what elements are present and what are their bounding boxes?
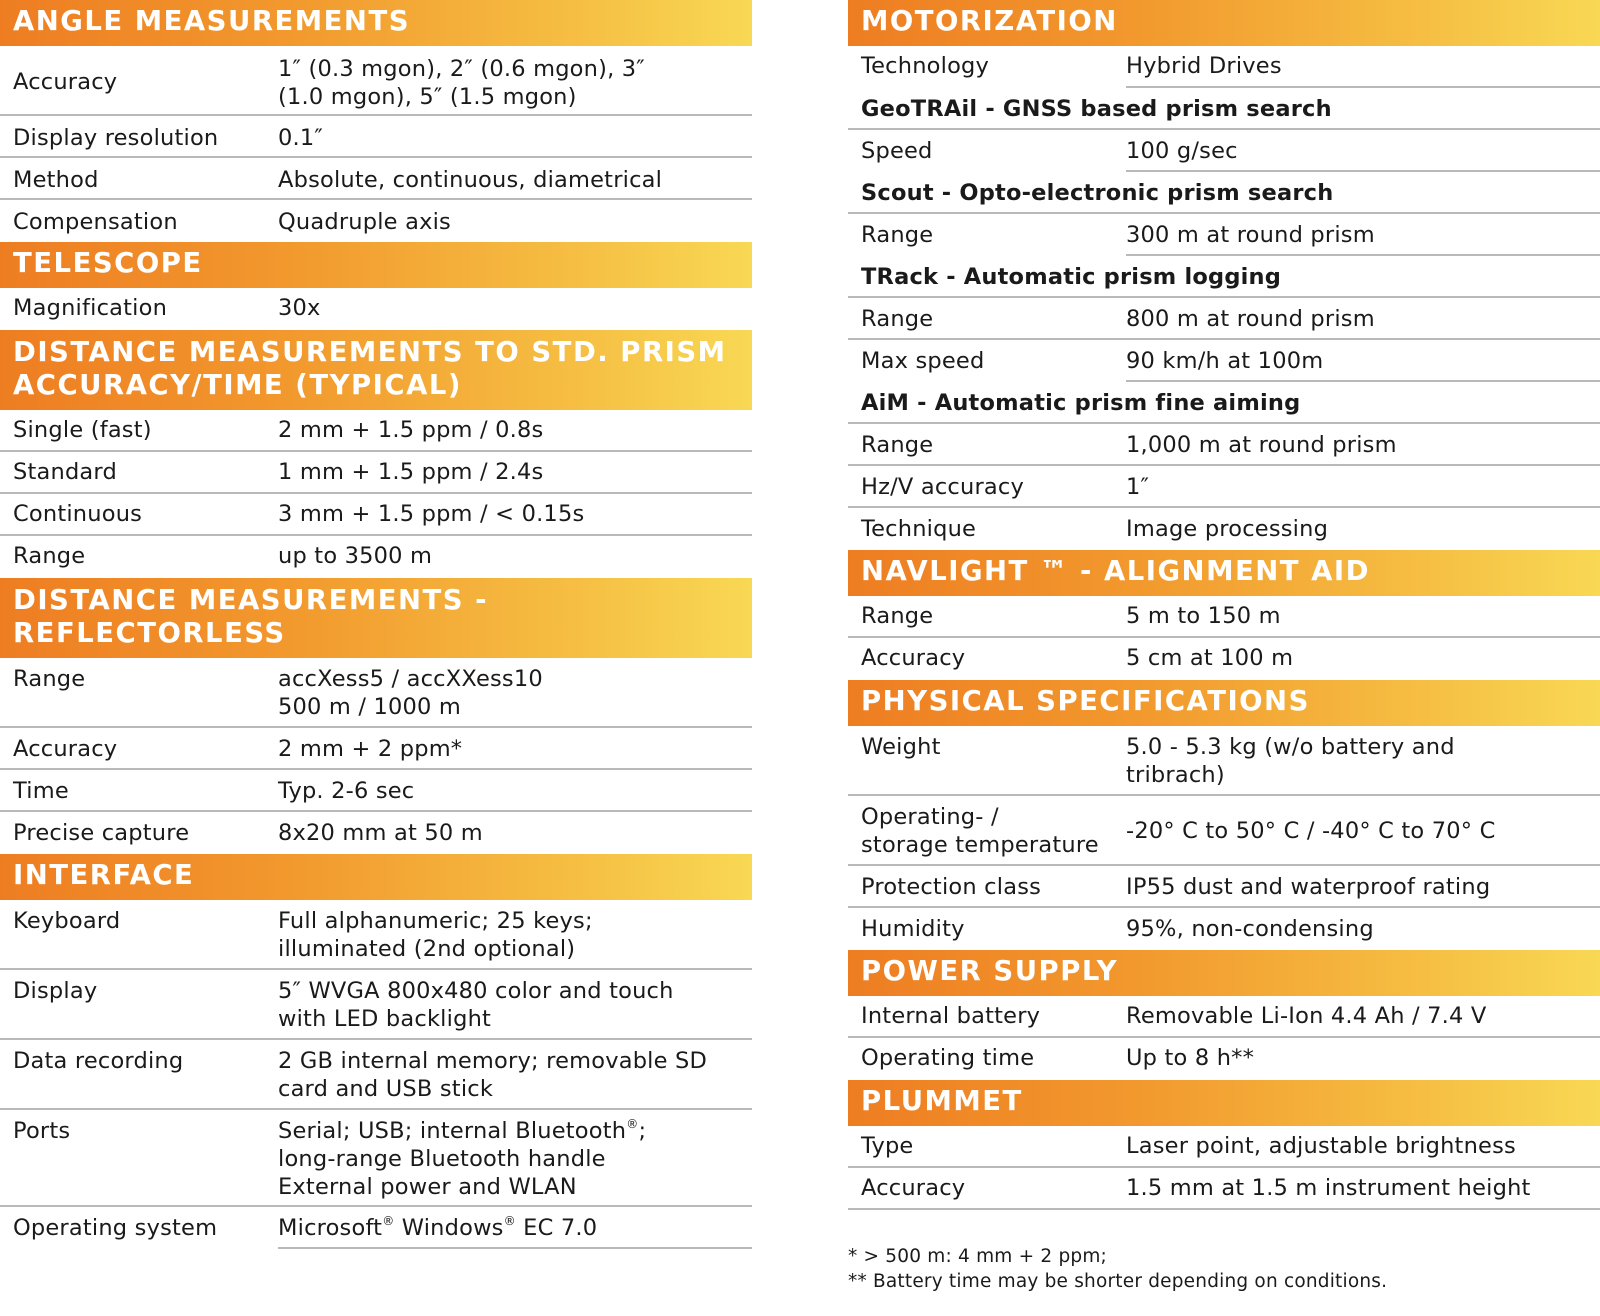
spec-row-range bbox=[0, 536, 752, 578]
spec-row-hzv-accuracy bbox=[848, 466, 1600, 508]
spec-row-ports bbox=[0, 1110, 752, 1207]
geotrail-subheader: GeoTRAil - GNSS based prism search bbox=[848, 88, 1600, 130]
spec-row-track-range bbox=[848, 298, 1600, 340]
spec-value-line: External power and WLAN bbox=[278, 1174, 577, 1200]
spec-label: Standard bbox=[13, 459, 117, 485]
scout-subheader: Scout - Opto-electronic prism search bbox=[848, 172, 1600, 214]
spec-label: Internal battery bbox=[861, 1003, 1041, 1029]
spec-row-magnification bbox=[0, 288, 752, 330]
spec-label: Accuracy bbox=[13, 736, 118, 762]
spec-label: Max speed bbox=[861, 348, 985, 374]
physical-specifications-header: PHYSICAL SPECIFICATIONS bbox=[848, 680, 1600, 726]
spec-value-line: long-range Bluetooth handle bbox=[278, 1146, 606, 1172]
spec-value: 800 m at round prism bbox=[1126, 306, 1375, 332]
footnotes bbox=[848, 1244, 1387, 1294]
spec-value-line: 5.0 - 5.3 kg (w/o battery and bbox=[1126, 734, 1455, 760]
spec-label bbox=[848, 803, 1126, 864]
spec-value: 8x20 mm at 50 m bbox=[278, 820, 483, 846]
spec-label: Technology bbox=[861, 53, 990, 79]
distance-prism-header bbox=[0, 330, 752, 410]
spec-row-method bbox=[0, 158, 752, 200]
spec-value: -20° C to 50° C / -40° C to 70° C bbox=[1126, 818, 1496, 844]
spec-row-display-resolution bbox=[0, 116, 752, 158]
footnote-battery: ** Battery time may be shorter depending on conditions. bbox=[848, 1271, 1388, 1292]
spec-row-speed bbox=[848, 130, 1600, 172]
spec-value: Typ. 2-6 sec bbox=[278, 778, 415, 804]
spec-value: Laser point, adjustable brightness bbox=[1126, 1133, 1516, 1159]
registered-mark: ® bbox=[626, 1117, 639, 1131]
footnote-reflectorless: * > 500 m: 4 mm + 2 ppm; bbox=[848, 1246, 1107, 1267]
track-subheader: TRack - Automatic prism logging bbox=[848, 256, 1600, 298]
spec-value: Removable Li-Ion 4.4 Ah / 7.4 V bbox=[1126, 1003, 1487, 1029]
interface-header: INTERFACE bbox=[0, 854, 752, 900]
spec-row-continuous bbox=[0, 494, 752, 536]
spec-value-line: illuminated (2nd optional) bbox=[278, 936, 576, 962]
spec-label: Speed bbox=[861, 138, 933, 164]
spec-label: Range bbox=[861, 603, 934, 629]
spec-value: 5 m to 150 m bbox=[1126, 603, 1281, 629]
spec-value: Up to 8 h** bbox=[1126, 1045, 1255, 1071]
spec-label: Accuracy bbox=[861, 1175, 966, 1201]
spec-label: Accuracy bbox=[861, 645, 966, 671]
spec-value: Quadruple axis bbox=[278, 209, 451, 235]
spec-row-technology bbox=[848, 46, 1600, 88]
spec-value-line: Serial; USB; internal Bluetooth®; bbox=[278, 1117, 647, 1144]
spec-label: Operating system bbox=[13, 1215, 218, 1241]
spec-label: Compensation bbox=[13, 209, 178, 235]
spec-label: Single (fast) bbox=[13, 417, 152, 443]
spec-label: Time bbox=[13, 778, 69, 804]
spec-label: Continuous bbox=[13, 501, 143, 527]
spec-value bbox=[278, 977, 752, 1038]
left-spec-column bbox=[0, 0, 752, 1249]
spec-value bbox=[278, 1047, 752, 1108]
right-spec-column bbox=[848, 0, 1600, 1210]
header-line: ACCURACY/TIME (TYPICAL) bbox=[13, 369, 462, 401]
spec-label: Range bbox=[13, 666, 86, 692]
spec-label: Hz/V accuracy bbox=[861, 474, 1024, 500]
spec-value-line: card and USB stick bbox=[278, 1076, 494, 1102]
angle-measurements-header: ANGLE MEASUREMENTS bbox=[0, 0, 752, 46]
spec-value: IP55 dust and waterproof rating bbox=[1126, 874, 1491, 900]
spec-value: 1 mm + 1.5 ppm / 2.4s bbox=[278, 459, 544, 485]
spec-row-humidity bbox=[848, 908, 1600, 950]
spec-value: 3 mm + 1.5 ppm / < 0.15s bbox=[278, 501, 585, 527]
spec-row-time bbox=[0, 770, 752, 812]
spec-value: 95%, non-condensing bbox=[1126, 916, 1374, 942]
spec-value-line: with LED backlight bbox=[278, 1006, 492, 1032]
spec-row-internal-battery bbox=[848, 996, 1600, 1038]
spec-row-single-fast bbox=[0, 410, 752, 452]
spec-label: Precise capture bbox=[13, 820, 190, 846]
aim-subheader: AiM - Automatic prism fine aiming bbox=[848, 382, 1600, 424]
spec-label: Keyboard bbox=[13, 908, 121, 934]
power-supply-header: POWER SUPPLY bbox=[848, 950, 1600, 996]
spec-value: 100 g/sec bbox=[1126, 138, 1238, 164]
spec-row-operating-time bbox=[848, 1038, 1600, 1080]
spec-value: Absolute, continuous, diametrical bbox=[278, 167, 663, 193]
spec-label: Range bbox=[861, 222, 934, 248]
spec-row-compensation bbox=[0, 200, 752, 242]
spec-row-weight bbox=[848, 726, 1600, 796]
spec-row-display bbox=[0, 970, 752, 1040]
spec-label: Weight bbox=[861, 734, 941, 760]
spec-row-keyboard bbox=[0, 900, 752, 970]
spec-row-operating-system bbox=[0, 1207, 752, 1249]
spec-value-line: 5″ WVGA 800x480 color and touch bbox=[278, 978, 674, 1004]
spec-value: 1,000 m at round prism bbox=[1126, 432, 1397, 458]
spec-row-accuracy bbox=[0, 46, 752, 116]
spec-value: up to 3500 m bbox=[278, 543, 433, 569]
spec-label: Display bbox=[13, 978, 98, 1004]
spec-row-temperature bbox=[848, 796, 1600, 866]
spec-value-line: tribrach) bbox=[1126, 762, 1225, 788]
spec-label: Ports bbox=[13, 1118, 71, 1144]
spec-label: Display resolution bbox=[13, 125, 219, 151]
spec-value: Microsoft® Windows® EC 7.0 bbox=[278, 1214, 598, 1241]
spec-value-line: Full alphanumeric; 25 keys; bbox=[278, 908, 593, 934]
spec-value: 90 km/h at 100m bbox=[1126, 348, 1324, 374]
spec-label: Accuracy bbox=[13, 69, 118, 95]
motorization-header: MOTORIZATION bbox=[848, 0, 1600, 46]
spec-label: Humidity bbox=[861, 916, 965, 942]
spec-value: 2 mm + 2 ppm* bbox=[278, 736, 463, 762]
spec-value bbox=[278, 665, 752, 726]
spec-value: 300 m at round prism bbox=[1126, 222, 1375, 248]
spec-value: 1″ bbox=[1126, 474, 1150, 500]
spec-label-line: Operating- / bbox=[861, 804, 999, 830]
spec-value: 30x bbox=[278, 295, 321, 321]
spec-row-scout-range bbox=[848, 214, 1600, 256]
spec-value-line: (1.0 mgon), 5″ (1.5 mgon) bbox=[278, 84, 577, 110]
spec-value-line: 1″ (0.3 mgon), 2″ (0.6 mgon), 3″ bbox=[278, 56, 645, 82]
spec-value bbox=[278, 55, 752, 114]
spec-row-navlight-accuracy bbox=[848, 638, 1600, 680]
spec-row-plummet-accuracy bbox=[848, 1168, 1600, 1210]
spec-label: Operating time bbox=[861, 1045, 1035, 1071]
registered-mark: ® bbox=[382, 1214, 395, 1228]
telescope-header: TELESCOPE bbox=[0, 242, 752, 288]
spec-row-data-recording bbox=[0, 1040, 752, 1110]
header-line: DISTANCE MEASUREMENTS TO STD. PRISM bbox=[13, 336, 727, 368]
spec-label-line: storage temperature bbox=[861, 832, 1099, 858]
spec-label: Data recording bbox=[13, 1048, 184, 1074]
spec-row-technique bbox=[848, 508, 1600, 550]
spec-value bbox=[278, 907, 752, 968]
spec-label: Range bbox=[13, 543, 86, 569]
spec-value bbox=[1126, 733, 1600, 794]
spec-row-precise-capture bbox=[0, 812, 752, 854]
plummet-header: PLUMMET bbox=[848, 1080, 1600, 1126]
spec-value: Hybrid Drives bbox=[1126, 53, 1282, 79]
spec-value-line: 2 GB internal memory; removable SD bbox=[278, 1048, 708, 1074]
spec-value: Image processing bbox=[1126, 516, 1329, 542]
registered-mark: ® bbox=[503, 1214, 516, 1228]
spec-label: Range bbox=[861, 432, 934, 458]
header-line: DISTANCE MEASUREMENTS - bbox=[13, 584, 489, 616]
spec-label: Protection class bbox=[861, 874, 1042, 900]
spec-label: Method bbox=[13, 167, 99, 193]
spec-label: Range bbox=[861, 306, 934, 332]
spec-row-plummet-type bbox=[848, 1126, 1600, 1168]
spec-row-protection-class bbox=[848, 866, 1600, 908]
header-line: REFLECTORLESS bbox=[13, 617, 286, 649]
spec-value-line: accXess5 / accXXess10 bbox=[278, 666, 543, 692]
spec-value: 2 mm + 1.5 ppm / 0.8s bbox=[278, 417, 544, 443]
spec-value: 5 cm at 100 m bbox=[1126, 645, 1294, 671]
spec-row-standard bbox=[0, 452, 752, 494]
spec-row-reflectorless-range bbox=[0, 658, 752, 728]
spec-label: Type bbox=[861, 1133, 914, 1159]
spec-value-line: 500 m / 1000 m bbox=[278, 694, 462, 720]
spec-label: Technique bbox=[861, 516, 977, 542]
spec-row-navlight-range bbox=[848, 596, 1600, 638]
spec-row-reflectorless-accuracy bbox=[0, 728, 752, 770]
spec-row-max-speed bbox=[848, 340, 1600, 382]
distance-reflectorless-header bbox=[0, 578, 752, 658]
spec-value: 0.1″ bbox=[278, 125, 323, 151]
spec-value bbox=[278, 1117, 752, 1205]
spec-row-aim-range bbox=[848, 424, 1600, 466]
spec-label: Magnification bbox=[13, 295, 168, 321]
spec-value: 1.5 mm at 1.5 m instrument height bbox=[1126, 1175, 1531, 1201]
navlight-header: NAVLIGHT ™ - ALIGNMENT AID bbox=[848, 550, 1600, 596]
